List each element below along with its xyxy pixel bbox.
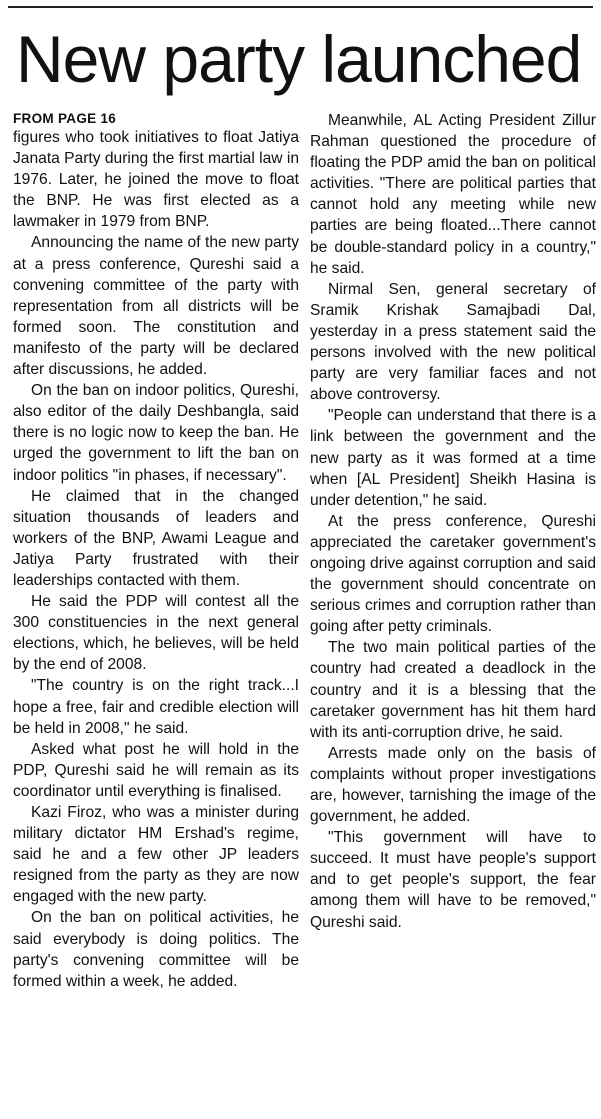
paragraph: On the ban on indoor politics, Qureshi, also editor of the daily Deshbangla, said there is no logic now to keep the ban. He urged the government to lift the ban on indoor politics "in phases, if necessary". bbox=[13, 382, 299, 484]
paragraph: The two main political parties of the country had created a deadlock in the country and it is a blessing that the caretaker government has hit them hard with its anti-corruption drive, he said. bbox=[310, 639, 596, 741]
paragraph: On the ban on political activities, he said everybody is doing politics. The party's convening committee will be formed within a week, he added. bbox=[13, 909, 299, 990]
paragraph: Announcing the name of the new party at a press conference, Qureshi said a convening committee of the party with representation from all districts will be formed soon. The constitution and manifesto of the party will be declared after discussions, he added. bbox=[13, 234, 299, 379]
continuation-label: FROM PAGE 16 bbox=[13, 111, 117, 126]
paragraph: Nirmal Sen, general secretary of Sramik Krishak Samajbadi Dal, yesterday in a press statement said the persons involved with the new political party are very familiar faces and not above controversy. bbox=[310, 280, 596, 404]
paragraph: "People can understand that there is a link between the government and the new party as it was formed at a time when [AL President] Sheikh Hasina is under detention," he said. bbox=[310, 407, 596, 509]
paragraph: "The country is on the right track...I hope a free, fair and credible election will be held in 2008," he said. bbox=[13, 677, 299, 737]
paragraph: Kazi Firoz, who was a minister during military dictator HM Ershad's regime, said he and a few other JP leaders resigned from the party as they are now engaged with the new party. bbox=[13, 804, 299, 906]
paragraph: Asked what post he will hold in the PDP, Qureshi said he will remain as its coordinator until everything is finalised. bbox=[13, 740, 299, 800]
paragraph: Meanwhile, AL Acting President Zillur Rahman questioned the procedure of floating the PDP amid the ban on political activities. "There are political parties that cannot hold any meeting while new parties are being floated...There cannot be double-standard policy in a country," he said. bbox=[310, 112, 596, 277]
paragraph: At the press conference, Qureshi appreciated the caretaker government's ongoing drive against corruption and said the government should concentrate on serious crimes and corruption rather than going after petty criminals. bbox=[310, 512, 596, 636]
right-column bbox=[310, 110, 596, 933]
paragraph: figures who took initiatives to float Jatiya Janata Party during the first martial law in 1976. Later, he joined the move to float the BNP. He was first elected as a lawmaker in 1979 from BNP. bbox=[13, 129, 300, 231]
left-column bbox=[13, 110, 299, 992]
paragraph: He said the PDP will contest all the 300 constituencies in the next general elections, which, he believes, will be held by the end of 2008. bbox=[13, 593, 299, 674]
headline: New party launched bbox=[16, 22, 582, 96]
top-rule bbox=[8, 6, 593, 8]
paragraph: He claimed that in the changed situation thousands of leaders and workers of the BNP, Awami League and Jatiya Party frustrated with their leaderships contacted with them. bbox=[13, 487, 299, 589]
paragraph: "This government will have to succeed. It must have people's support and to get people's support, the fear among them will have to be removed," Qureshi said. bbox=[310, 829, 596, 931]
paragraph: Arrests made only on the basis of complaints without proper investigations are, however, tarnishing the image of the government, he added. bbox=[310, 744, 596, 826]
